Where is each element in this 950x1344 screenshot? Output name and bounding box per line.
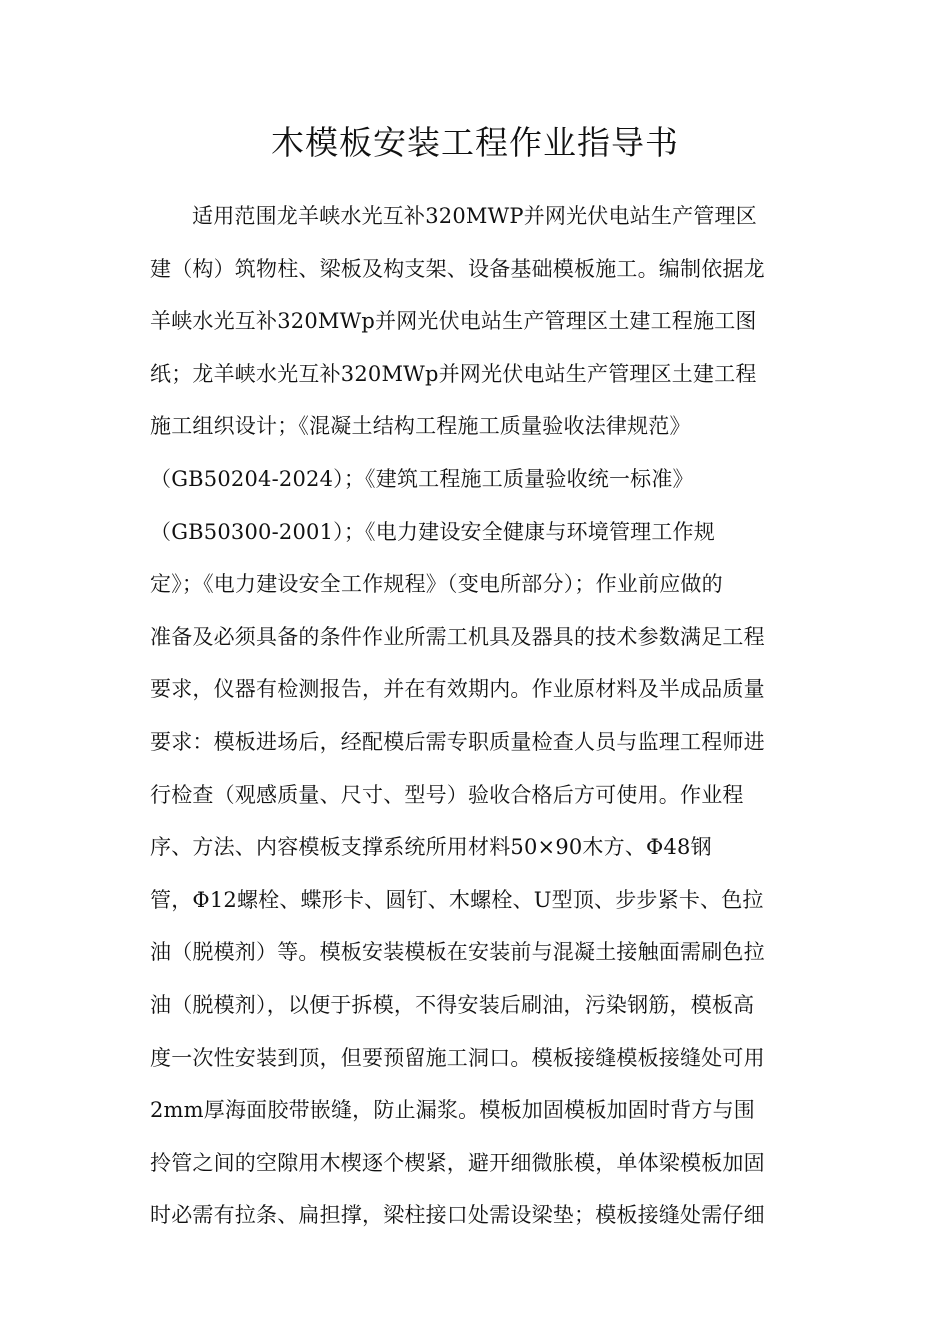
- body-line: 行检查（观感质量、尺寸、型号）验收合格后方可使用。作业程: [150, 782, 744, 807]
- body-line: 建（构）筑物柱、梁板及构支架、设备基础模板施工。编制依据龙: [150, 256, 765, 281]
- body-line: 时必需有拉条、扁担撑，梁柱接口处需设梁垫；模板接缝处需仔细: [150, 1203, 765, 1228]
- body-line: 拎管之间的空隙用木楔逐个楔紧，避开细微胀模，单体梁模板加固: [150, 1150, 765, 1175]
- body-line: 度一次性安装到顶，但要预留施工洞口。模板接缝模板接缝处可用: [150, 1045, 765, 1070]
- body-line: 纸；龙羊峡水光互补320MWp并网光伏电站生产管理区土建工程: [150, 361, 757, 386]
- body-line: 要求，仪器有检测报告，并在有效期内。作业原材料及半成品质量: [150, 677, 765, 702]
- body-line: 油（脱模剂）等。模板安装模板在安装前与混凝土接触面需刷色拉: [150, 940, 765, 965]
- body-line: （GB50204-2024）；《建筑工程施工质量验收统一标准》: [150, 466, 694, 491]
- document-title: 木模板安装工程作业指导书: [271, 123, 679, 162]
- body-line: 羊峡水光互补320MWp并网光伏电站生产管理区土建工程施工图: [150, 309, 757, 334]
- body-line: 施工组织设计；《混凝土结构工程施工质量验收法律规范》: [150, 414, 691, 439]
- body-line: 适用范围龙羊峡水光互补320MWP并网光伏电站生产管理区: [192, 204, 757, 228]
- body-line: 2mm厚海面胶带嵌缝，防止漏浆。模板加固模板加固时背方与围: [150, 1098, 755, 1123]
- body-line: 准备及必须具备的条件作业所需工机具及器具的技术参数满足工程: [150, 624, 765, 649]
- body-line: 管，Φ12螺栓、蝶形卡、圆钉、木螺栓、U型顶、步步紧卡、色拉: [150, 887, 764, 912]
- body-line: 序、方法、内容模板支撑系统所用材料50×90木方、Φ48钢: [150, 835, 712, 860]
- body-line: 要求：模板进场后，经配模后需专职质量检查人员与监理工程师进: [150, 729, 765, 754]
- body-line: 油（脱模剂），以便于拆模，不得安装后刷油，污染钢筋，模板高: [150, 992, 755, 1017]
- body-line: 定》；《电力建设安全工作规程》（变电所部分）；作业前应做的: [150, 572, 723, 597]
- document-body: [150, 190, 810, 1242]
- body-line: （GB50300-2001）；《电力建设安全健康与环境管理工作规: [150, 519, 715, 544]
